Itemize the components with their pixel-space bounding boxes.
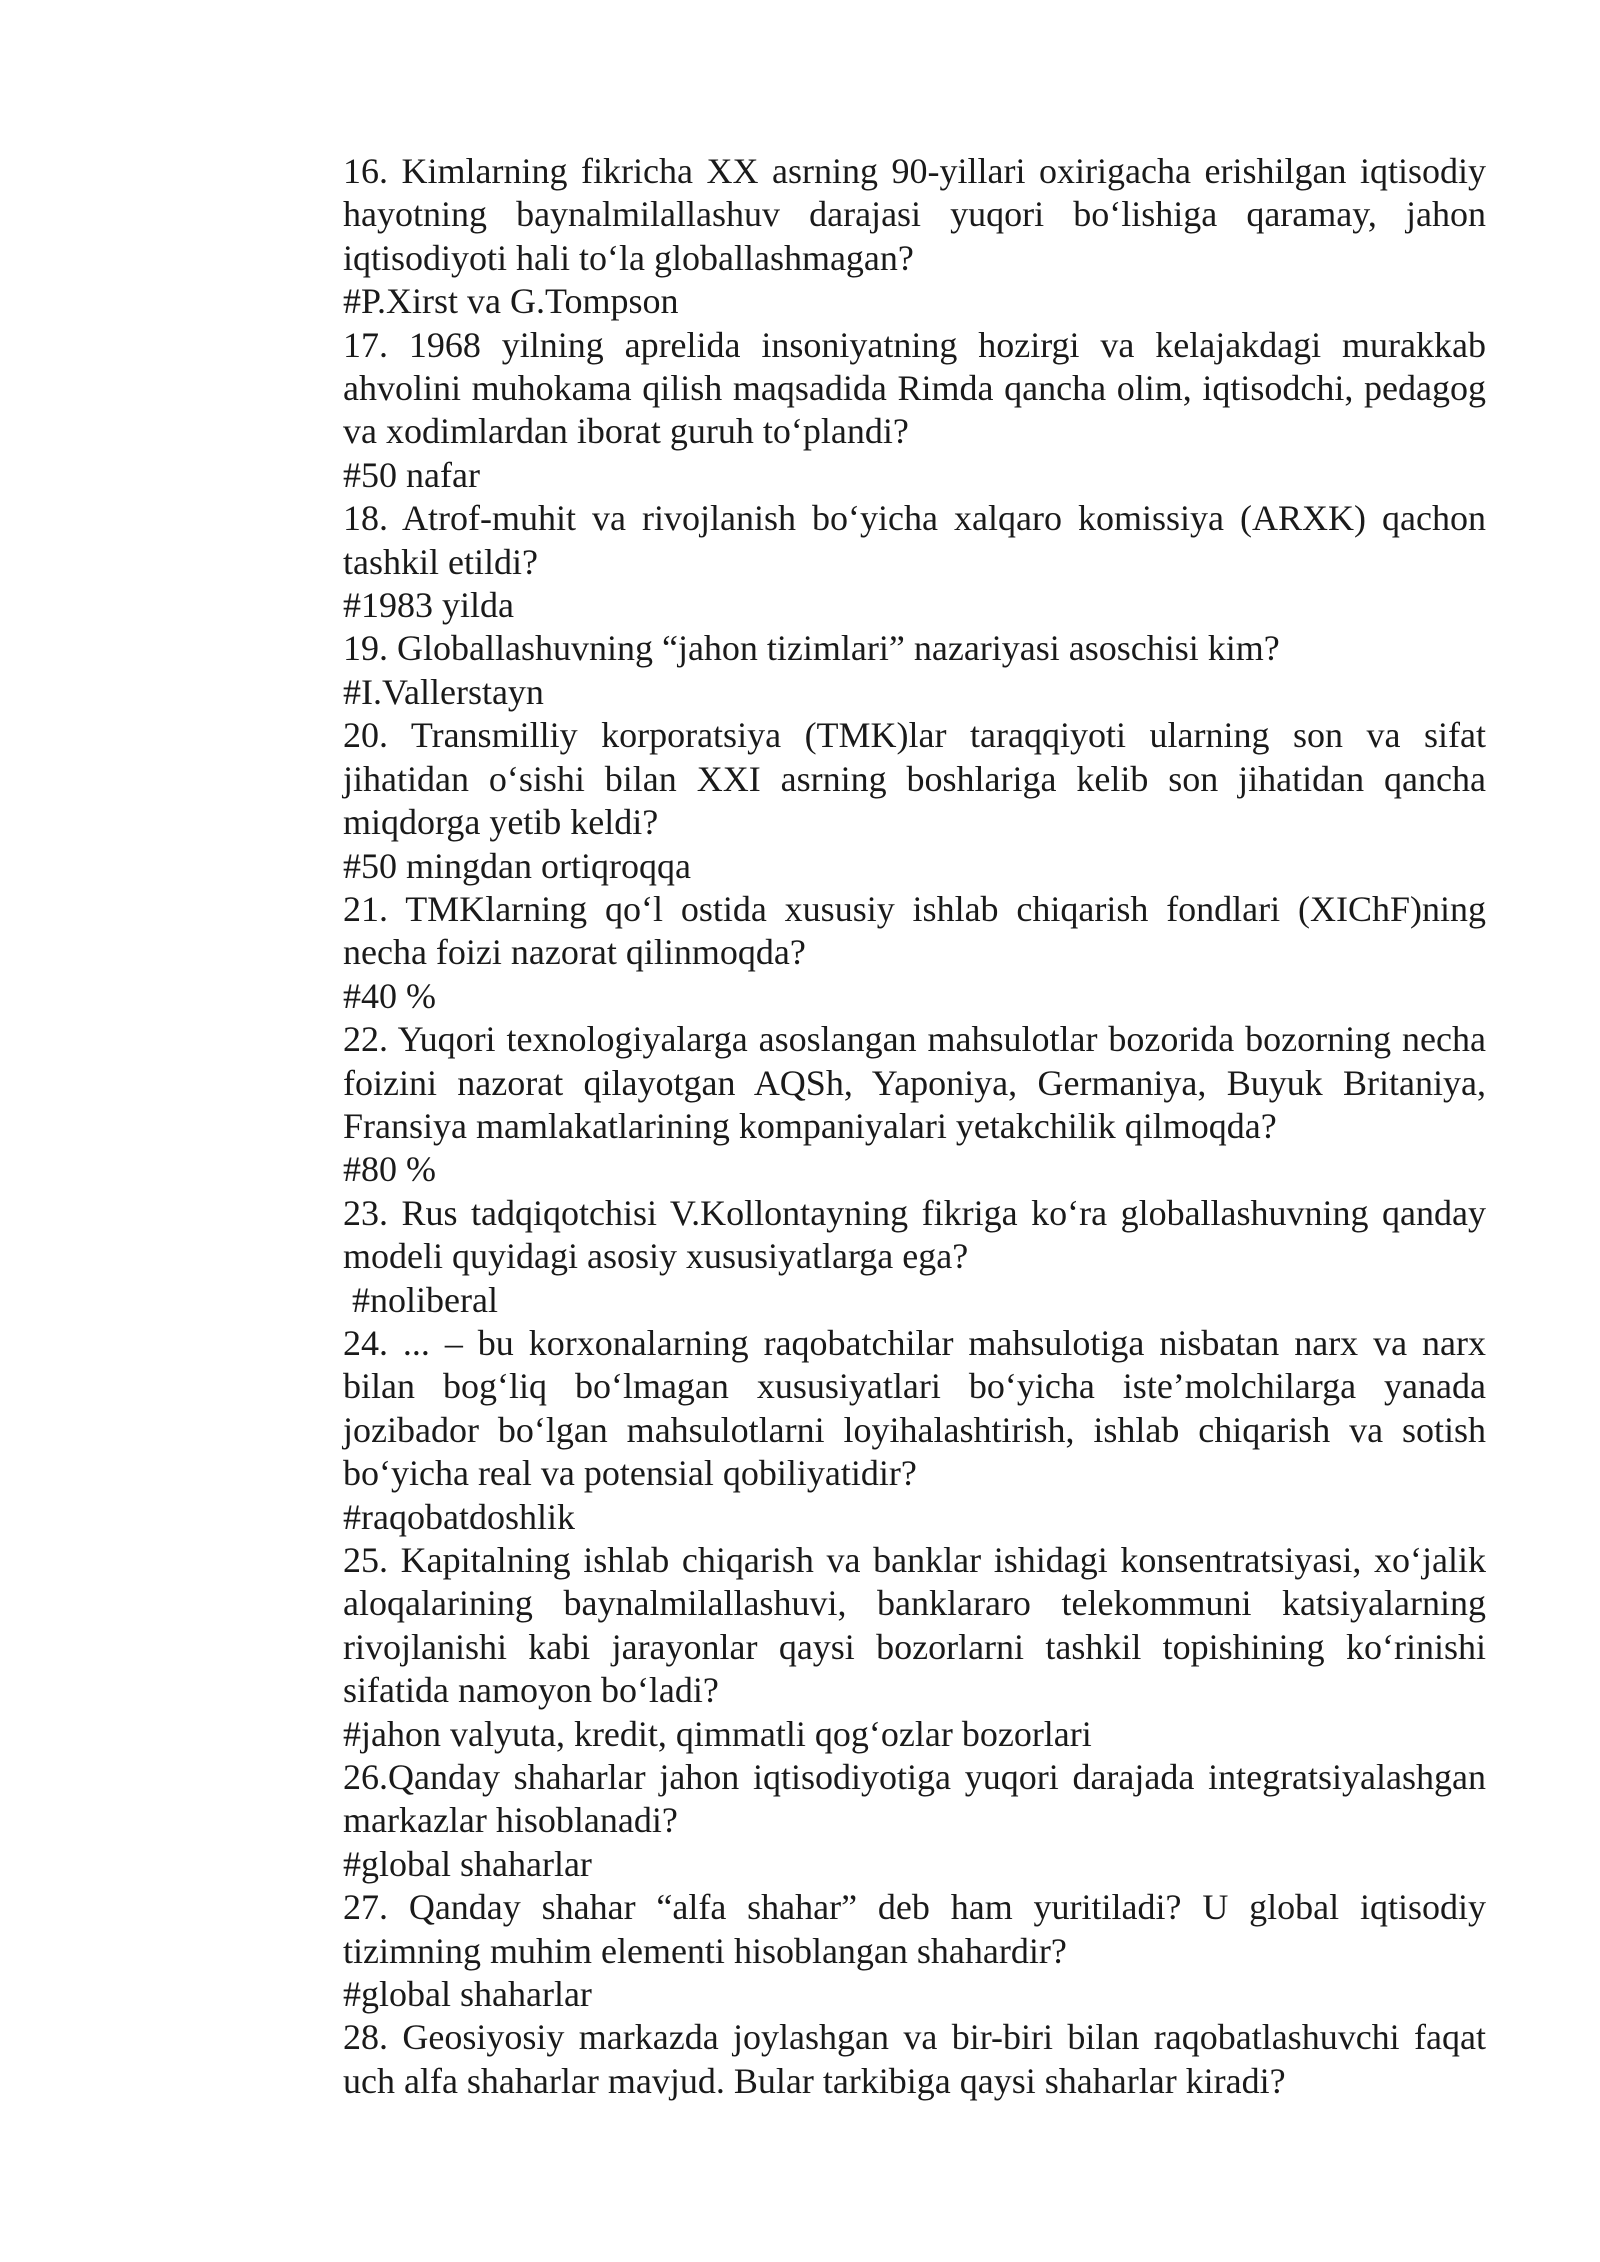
question-26: 26.Qanday shaharlar jahon iqtisodiyotiga yuqori darajada integratsiyalashgan markazlar hisoblanadi? bbox=[343, 1757, 1486, 1841]
answer-17: #50 nafar bbox=[343, 454, 480, 495]
question-17: 17. 1968 yilning aprelida insoniyatning hozirgi va kelajakdagi murakkab ahvolini muhokama qilish maqsadida Rimda qancha olim, iqtisodchi, pedagog va xodimlardan iborat guruh to‘plandi? bbox=[343, 324, 1486, 452]
question-20: 20. Transmilliy korporatsiya (TMK)lar taraqqiyoti ularning son va sifat jihatidan o‘sishi bilan XXI asrning boshlariga kelib son jihatidan qancha miqdorga yetib keldi? bbox=[343, 715, 1486, 843]
document-page bbox=[343, 150, 1486, 2103]
answer-21: #40 % bbox=[343, 975, 436, 1016]
question-16: 16. Kimlarning fikricha XX asrning 90-yillari oxirigacha erishilgan iqtisodiy hayotning baynalmilallashuv darajasi yuqori bo‘lishiga qaramay, jahon iqtisodiyoti hali to‘la globallashmagan? bbox=[343, 151, 1486, 278]
answer-23: #noliberal bbox=[343, 1279, 498, 1320]
question-21: 21. TMKlarning qo‘l ostida xususiy ishlab chiqarish fondlari (XIChF)ning necha foizi nazorat qilinmoqda? bbox=[343, 888, 1486, 973]
answer-16: #P.Xirst va G.Tompson bbox=[343, 281, 679, 322]
answer-18: #1983 yilda bbox=[343, 585, 514, 626]
question-28: 28. Geosiyosiy markazda joylashgan va bir-biri bilan raqobatlashuvchi faqat uch alfa shaharlar mavjud. Bular tarkibiga qaysi shaharlar kiradi? bbox=[343, 2017, 1486, 2101]
answer-27: #global shaharlar bbox=[343, 1974, 592, 2015]
answer-25: #jahon valyuta, kredit, qimmatli qog‘ozlar bozorlari bbox=[343, 1713, 1092, 1754]
answer-19: #I.Vallerstayn bbox=[343, 671, 544, 712]
answer-22: #80 % bbox=[343, 1149, 436, 1190]
question-18: 18. Atrof-muhit va rivojlanish bo‘yicha xalqaro komissiya (ARXK) qachon tashkil etildi? bbox=[343, 498, 1486, 582]
question-19: 19. Globallashuvning “jahon tizimlari” nazariyasi asoschisi kim? bbox=[343, 628, 1280, 669]
question-25: 25. Kapitalning ishlab chiqarish va banklar ishidagi konsentratsiyasi, xo‘jalik aloqalarining baynalmilallashuvi, banklararo telekommuni katsiyalarning rivojlanishi kabi jarayonlar qaysi bozorlarni tashkil topishining ko‘rinishi sifatida namoyon bo‘ladi? bbox=[343, 1540, 1486, 1711]
question-27: 27. Qanday shahar “alfa shahar” deb ham yuritiladi? U global iqtisodiy tizimning muhim elementi hisoblangan shahardir? bbox=[343, 1887, 1486, 1971]
answer-20: #50 mingdan ortiqroqqa bbox=[343, 845, 691, 886]
answer-24: #raqobatdoshlik bbox=[343, 1496, 575, 1537]
question-23: 23. Rus tadqiqotchisi V.Kollontayning fikriga ko‘ra globallashuvning qanday modeli quyidagi asosiy xususiyatlarga ega? bbox=[343, 1192, 1486, 1277]
question-24: 24. ... – bu korxonalarning raqobatchilar mahsulotiga nisbatan narx va narx bilan bog‘liq bo‘lmagan xususiyatlari bo‘yicha iste’molchilarga yanada jozibador bo‘lgan mahsulotlarni loyihalashtirish, ishlab chiqarish va sotish bo‘yicha real va potensial qobiliyatidir? bbox=[343, 1322, 1486, 1494]
answer-26: #global shaharlar bbox=[343, 1843, 592, 1884]
question-22: 22. Yuqori texnologiyalarga asoslangan mahsulotlar bozorida bozorning necha foizini nazorat qilayotgan AQSh, Yaponiya, Germaniya, Buyuk Britaniya, Fransiya mamlakatlarining kompaniyalari yetakchilik qilmoqda? bbox=[343, 1019, 1486, 1146]
